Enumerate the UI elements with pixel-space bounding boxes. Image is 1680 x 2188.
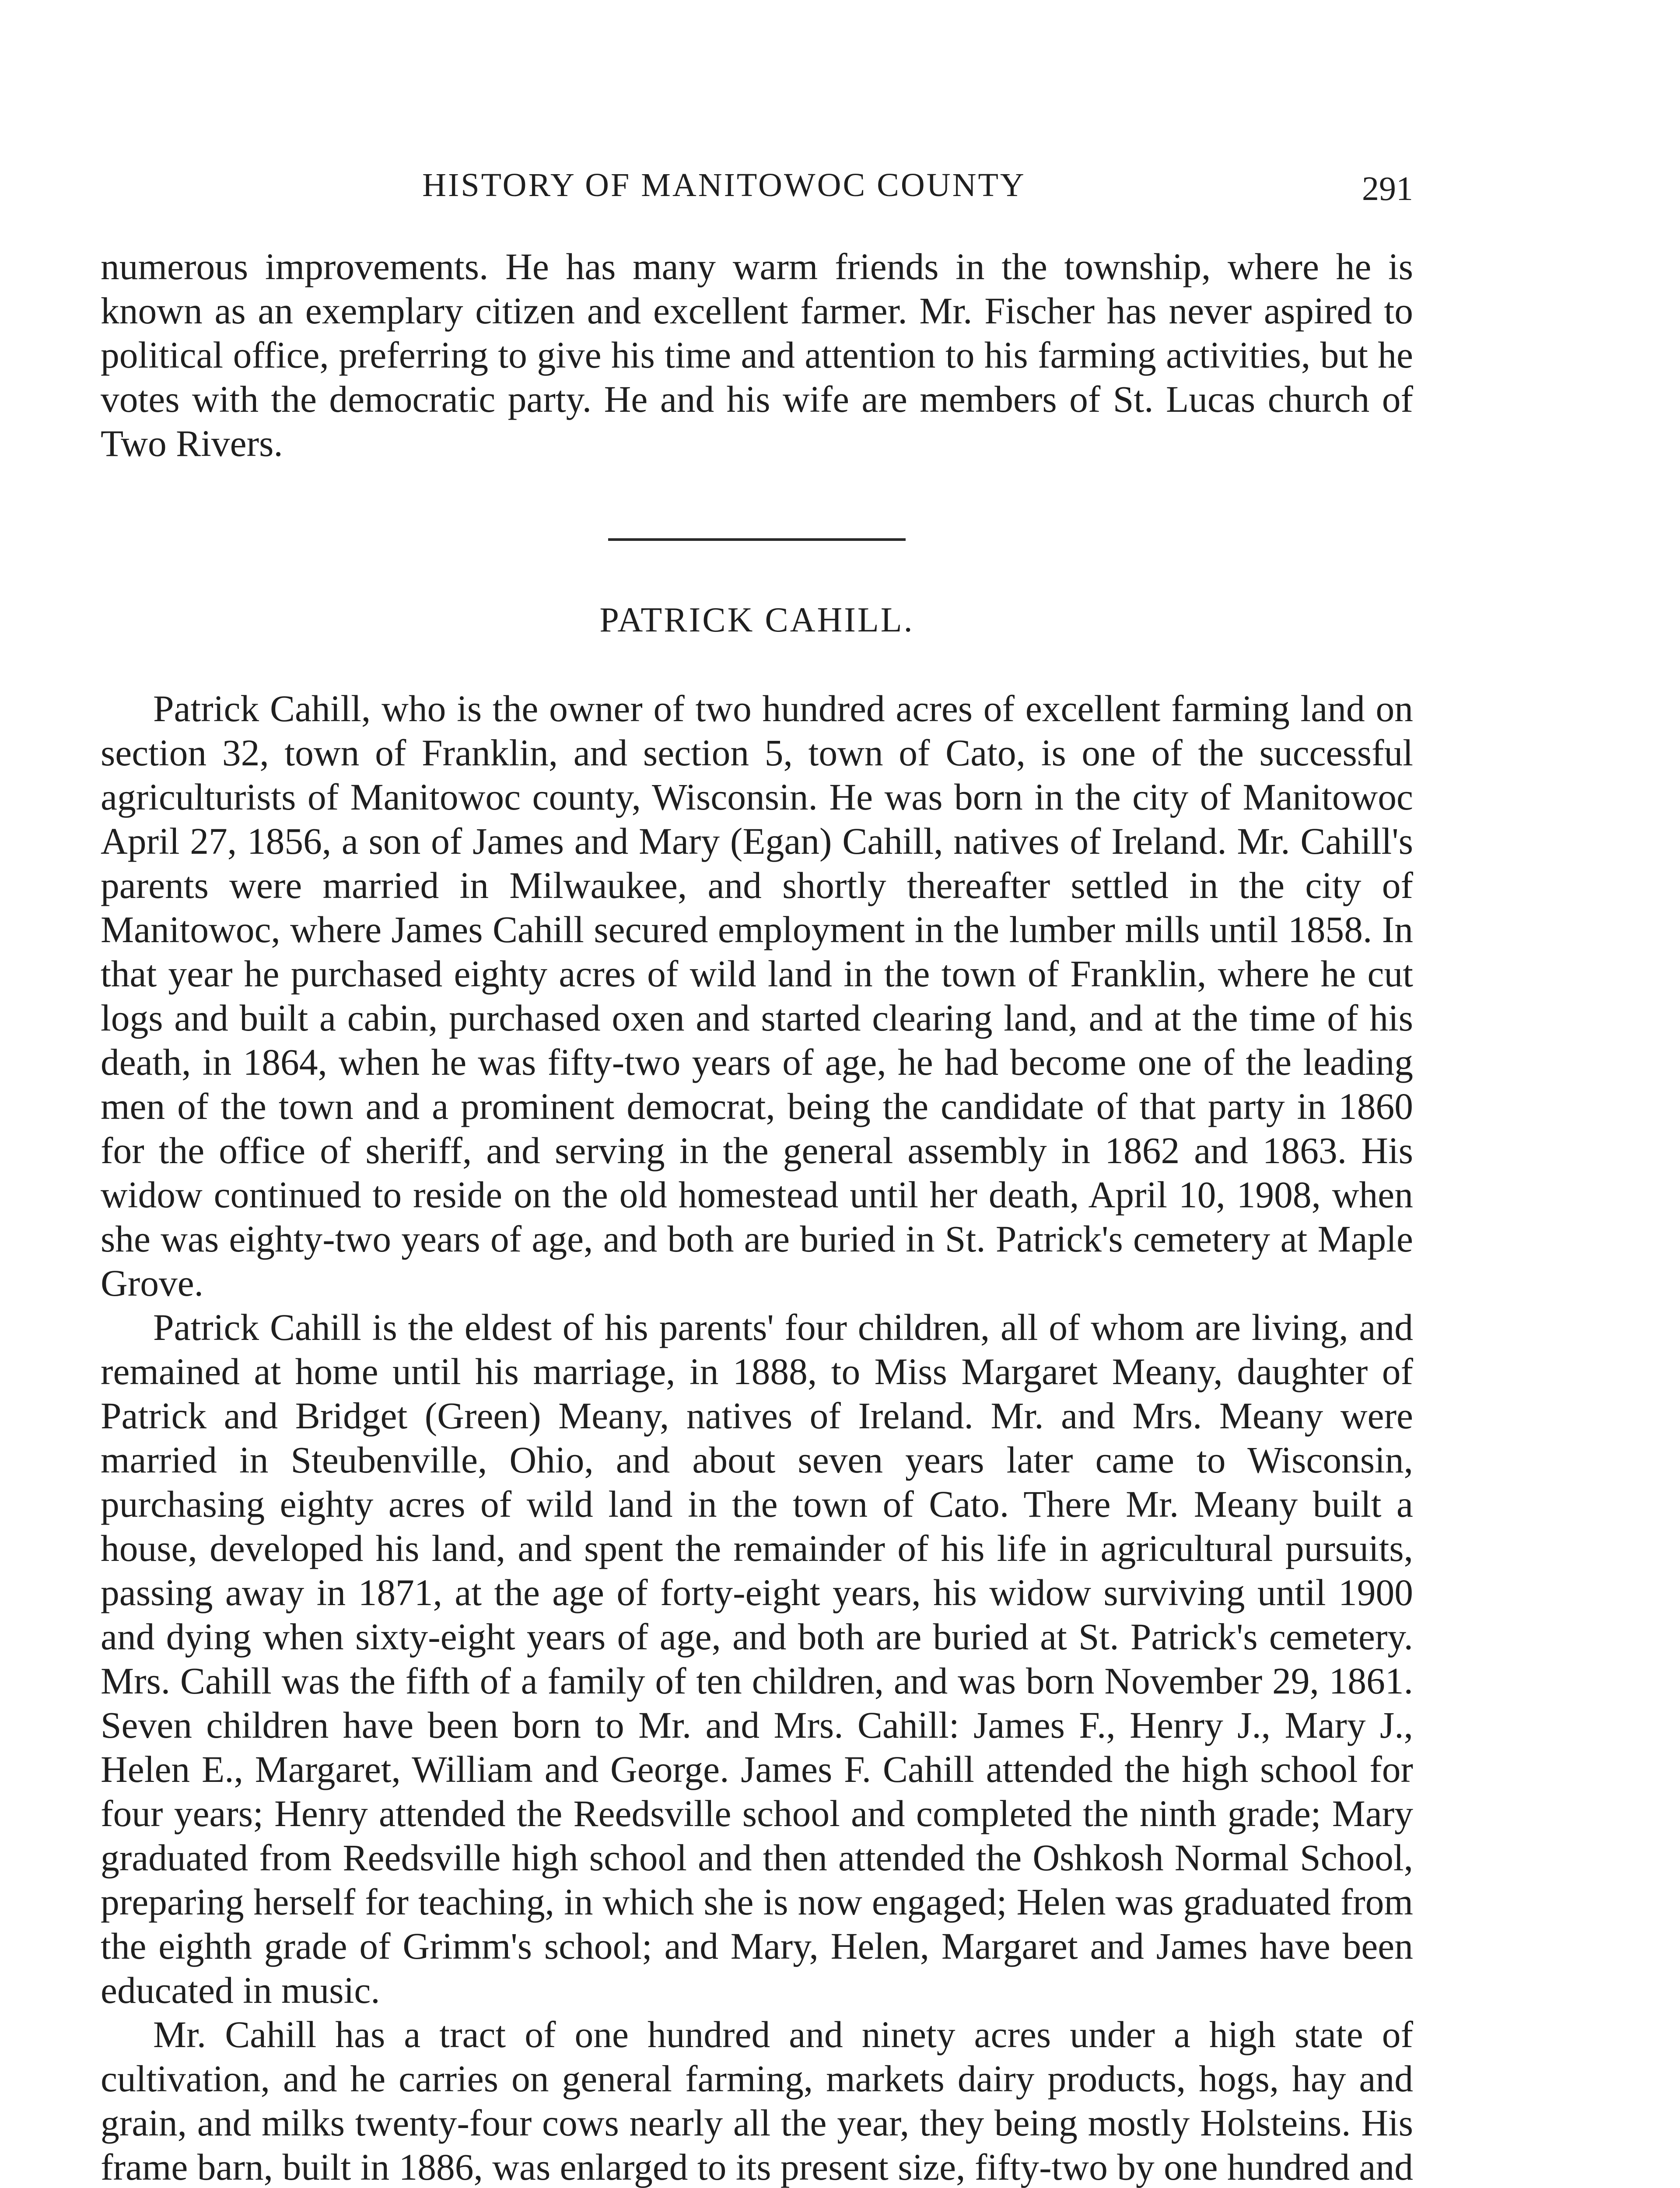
- body-paragraph-3: Mr. Cahill has a tract of one hundred and ninety acres under a high state of cultivation, and he carries on general farming, markets dairy products, hogs, hay and grain, and milks twenty-four cows nearly all the year, they being mostly Holsteins. His frame barn, built in 1886, was enlarged to its present size, fifty-two by one hundred and: [101, 2014, 1413, 2188]
- running-title: HISTORY OF MANITOWOC COUNTY: [422, 167, 1026, 203]
- running-header: [101, 161, 1413, 209]
- body-paragraph-2: Patrick Cahill is the eldest of his parents' four children, all of whom are living, and remained at home until his marriage, in 1888, to Miss Margaret Meany, daughter of Patrick and Bridget (Green) Meany, natives of Ireland. Mr. and Mrs. Meany were married in Steubenville, Ohio, and about seven years later came to Wisconsin, purchasing eighty acres of wild land in the town of Cato. There Mr. Meany built a house, developed his land, and spent the remainder of his life in agricultural pursuits, passing away in 1871, at the age of forty-eight years, his widow surviving until 1900 and dying when sixty-eight years of age, and both are buried at St. Patrick's cemetery. Mrs. Cahill was the fifth of a family of ten children, and was born November 29, 1861. Seven children have been born to Mr. and Mrs. Cahill: James F., Henry J., Mary J., Helen E., Margaret, William and George. James F. Cahill attended the high school for four years; Henry attended the Reedsville school and completed the ninth grade; Mary graduated from Reedsville high school and then attended the Oshkosh Normal School, preparing herself for teaching, in which she is now engaged; Helen was graduated from the eighth grade of Grimm's school; and Mary, Helen, Margaret and James have been educated in music.: [101, 1307, 1413, 2011]
- section-divider: [608, 538, 906, 541]
- body-paragraph-1: Patrick Cahill, who is the owner of two hundred acres of excellent farming land on section 32, town of Franklin, and section 5, town of Cato, is one of the successful agriculturists of Manitowoc county, Wisconsin. He was born in the city of Manitowoc April 27, 1856, a son of James and Mary (Egan) Cahill, natives of Ireland. Mr. Cahill's parents were married in Milwaukee, and shortly thereafter settled in the city of Manitowoc, where James Cahill secured employment in the lumber mills until 1858. In that year he purchased eighty acres of wild land in the town of Franklin, where he cut logs and built a cabin, purchased oxen and started clearing land, and at the time of his death, in 1864, when he was fifty-two years of age, he had become one of the leading men of the town and a prominent democrat, being the candidate of that party in 1860 for the office of sheriff, and serving in the general assembly in 1862 and 1863. His widow continued to reside on the old homestead until her death, April 10, 1908, when she was eighty-two years of age, and both are buried in St. Patrick's cemetery at Maple Grove.: [101, 688, 1413, 1304]
- page-number: 291: [1362, 169, 1413, 207]
- intro-text: [101, 245, 1413, 466]
- section-body: [101, 687, 1413, 2188]
- section-heading: PATRICK CAHILL.: [599, 601, 914, 639]
- intro-paragraph: numerous improvements. He has many warm friends in the township, where he is known as an exemplary citizen and excellent farmer. Mr. Fischer has never aspired to political office, preferring to give his time and attention to his farming activities, but he votes with the democratic party. He and his wife are members of St. Lucas church of Two Rivers.: [101, 246, 1413, 464]
